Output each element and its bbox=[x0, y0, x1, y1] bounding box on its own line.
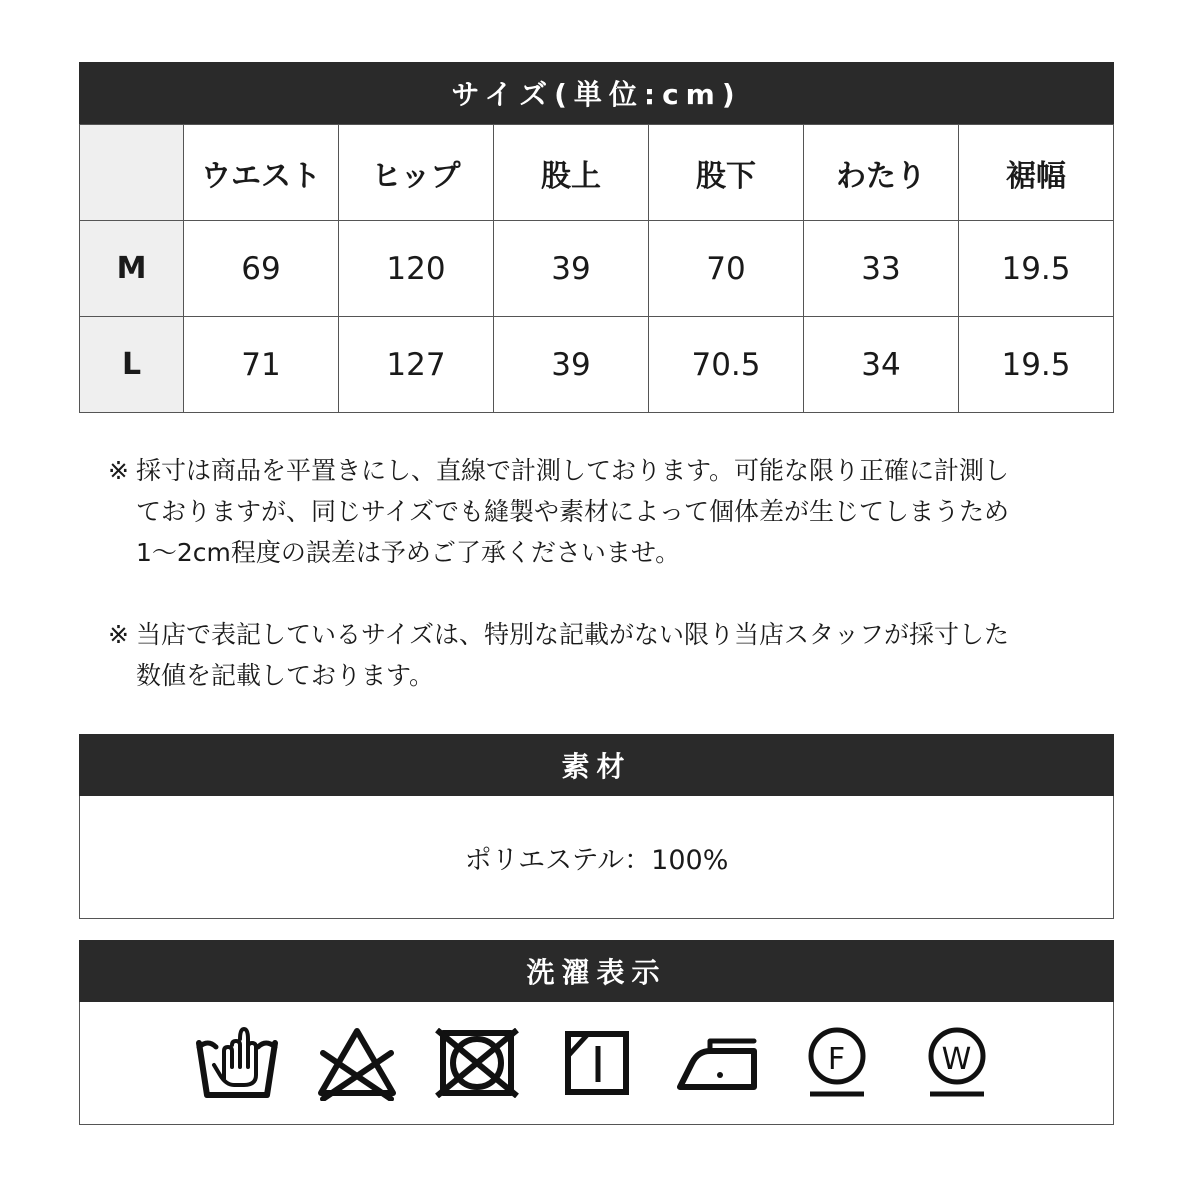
table-cell: 127 bbox=[339, 317, 494, 413]
note-line: 数値を記載しております。 bbox=[136, 661, 435, 690]
table-cell: 71 bbox=[184, 317, 339, 413]
table-cell: 39 bbox=[494, 317, 649, 413]
size-table-header-row bbox=[80, 125, 1114, 221]
column-header-hip: ヒップ bbox=[339, 125, 494, 221]
table-cell: 70 bbox=[649, 221, 804, 317]
dry-clean-f-icon bbox=[777, 1018, 897, 1108]
table-cell: 19.5 bbox=[959, 221, 1114, 317]
column-header-thigh: わたり bbox=[804, 125, 959, 221]
size-table-section bbox=[79, 62, 1114, 413]
table-row bbox=[80, 221, 1114, 317]
note-line: 当店で表記しているサイズは、特別な記載がない限り当店スタッフが採寸した bbox=[136, 620, 1010, 649]
size-table-title: サイズ(単位:cm) bbox=[79, 62, 1114, 124]
material-title: 素材 bbox=[79, 734, 1114, 796]
no-bleach-icon bbox=[297, 1018, 417, 1108]
wet-clean-letter: W bbox=[941, 1041, 972, 1077]
wet-clean-w-icon bbox=[897, 1018, 1017, 1108]
size-table bbox=[79, 124, 1114, 413]
column-header-rise: 股上 bbox=[494, 125, 649, 221]
no-tumble-dry-icon bbox=[417, 1018, 537, 1108]
care-section bbox=[79, 940, 1114, 1125]
material-box bbox=[79, 796, 1114, 919]
iron-low-temp-icon bbox=[657, 1018, 777, 1108]
material-value: ポリエステル：100% bbox=[464, 844, 729, 876]
table-row bbox=[80, 317, 1114, 413]
table-cell: 39 bbox=[494, 221, 649, 317]
table-cell: 69 bbox=[184, 221, 339, 317]
note-mark: ※ bbox=[108, 620, 129, 649]
table-cell: 34 bbox=[804, 317, 959, 413]
care-title: 洗濯表示 bbox=[79, 940, 1114, 1002]
table-cell: 70.5 bbox=[649, 317, 804, 413]
note-line: 採寸は商品を平置きにし、直線で計測しております。可能な限り正確に計測し bbox=[136, 456, 1010, 485]
row-header-size: L bbox=[80, 317, 184, 413]
hand-wash-icon bbox=[177, 1018, 297, 1108]
row-header-size: M bbox=[80, 221, 184, 317]
note-mark: ※ bbox=[108, 456, 129, 485]
line-dry-shade-icon bbox=[537, 1018, 657, 1108]
measurement-note bbox=[108, 450, 1108, 573]
note-line: 1〜2cm程度の誤差は予めご了承くださいませ。 bbox=[136, 538, 681, 567]
staff-measure-note bbox=[108, 614, 1108, 696]
table-cell: 19.5 bbox=[959, 317, 1114, 413]
care-icons-box bbox=[79, 1002, 1114, 1125]
dry-clean-letter: F bbox=[827, 1041, 846, 1077]
table-cell: 33 bbox=[804, 221, 959, 317]
table-cell: 120 bbox=[339, 221, 494, 317]
column-header-waist: ウエスト bbox=[184, 125, 339, 221]
size-table-corner bbox=[80, 125, 184, 221]
column-header-inseam: 股下 bbox=[649, 125, 804, 221]
column-header-hem: 裾幅 bbox=[959, 125, 1114, 221]
note-line: ておりますが、同じサイズでも縫製や素材によって個体差が生じてしまうため bbox=[136, 497, 1010, 526]
material-section bbox=[79, 734, 1114, 919]
